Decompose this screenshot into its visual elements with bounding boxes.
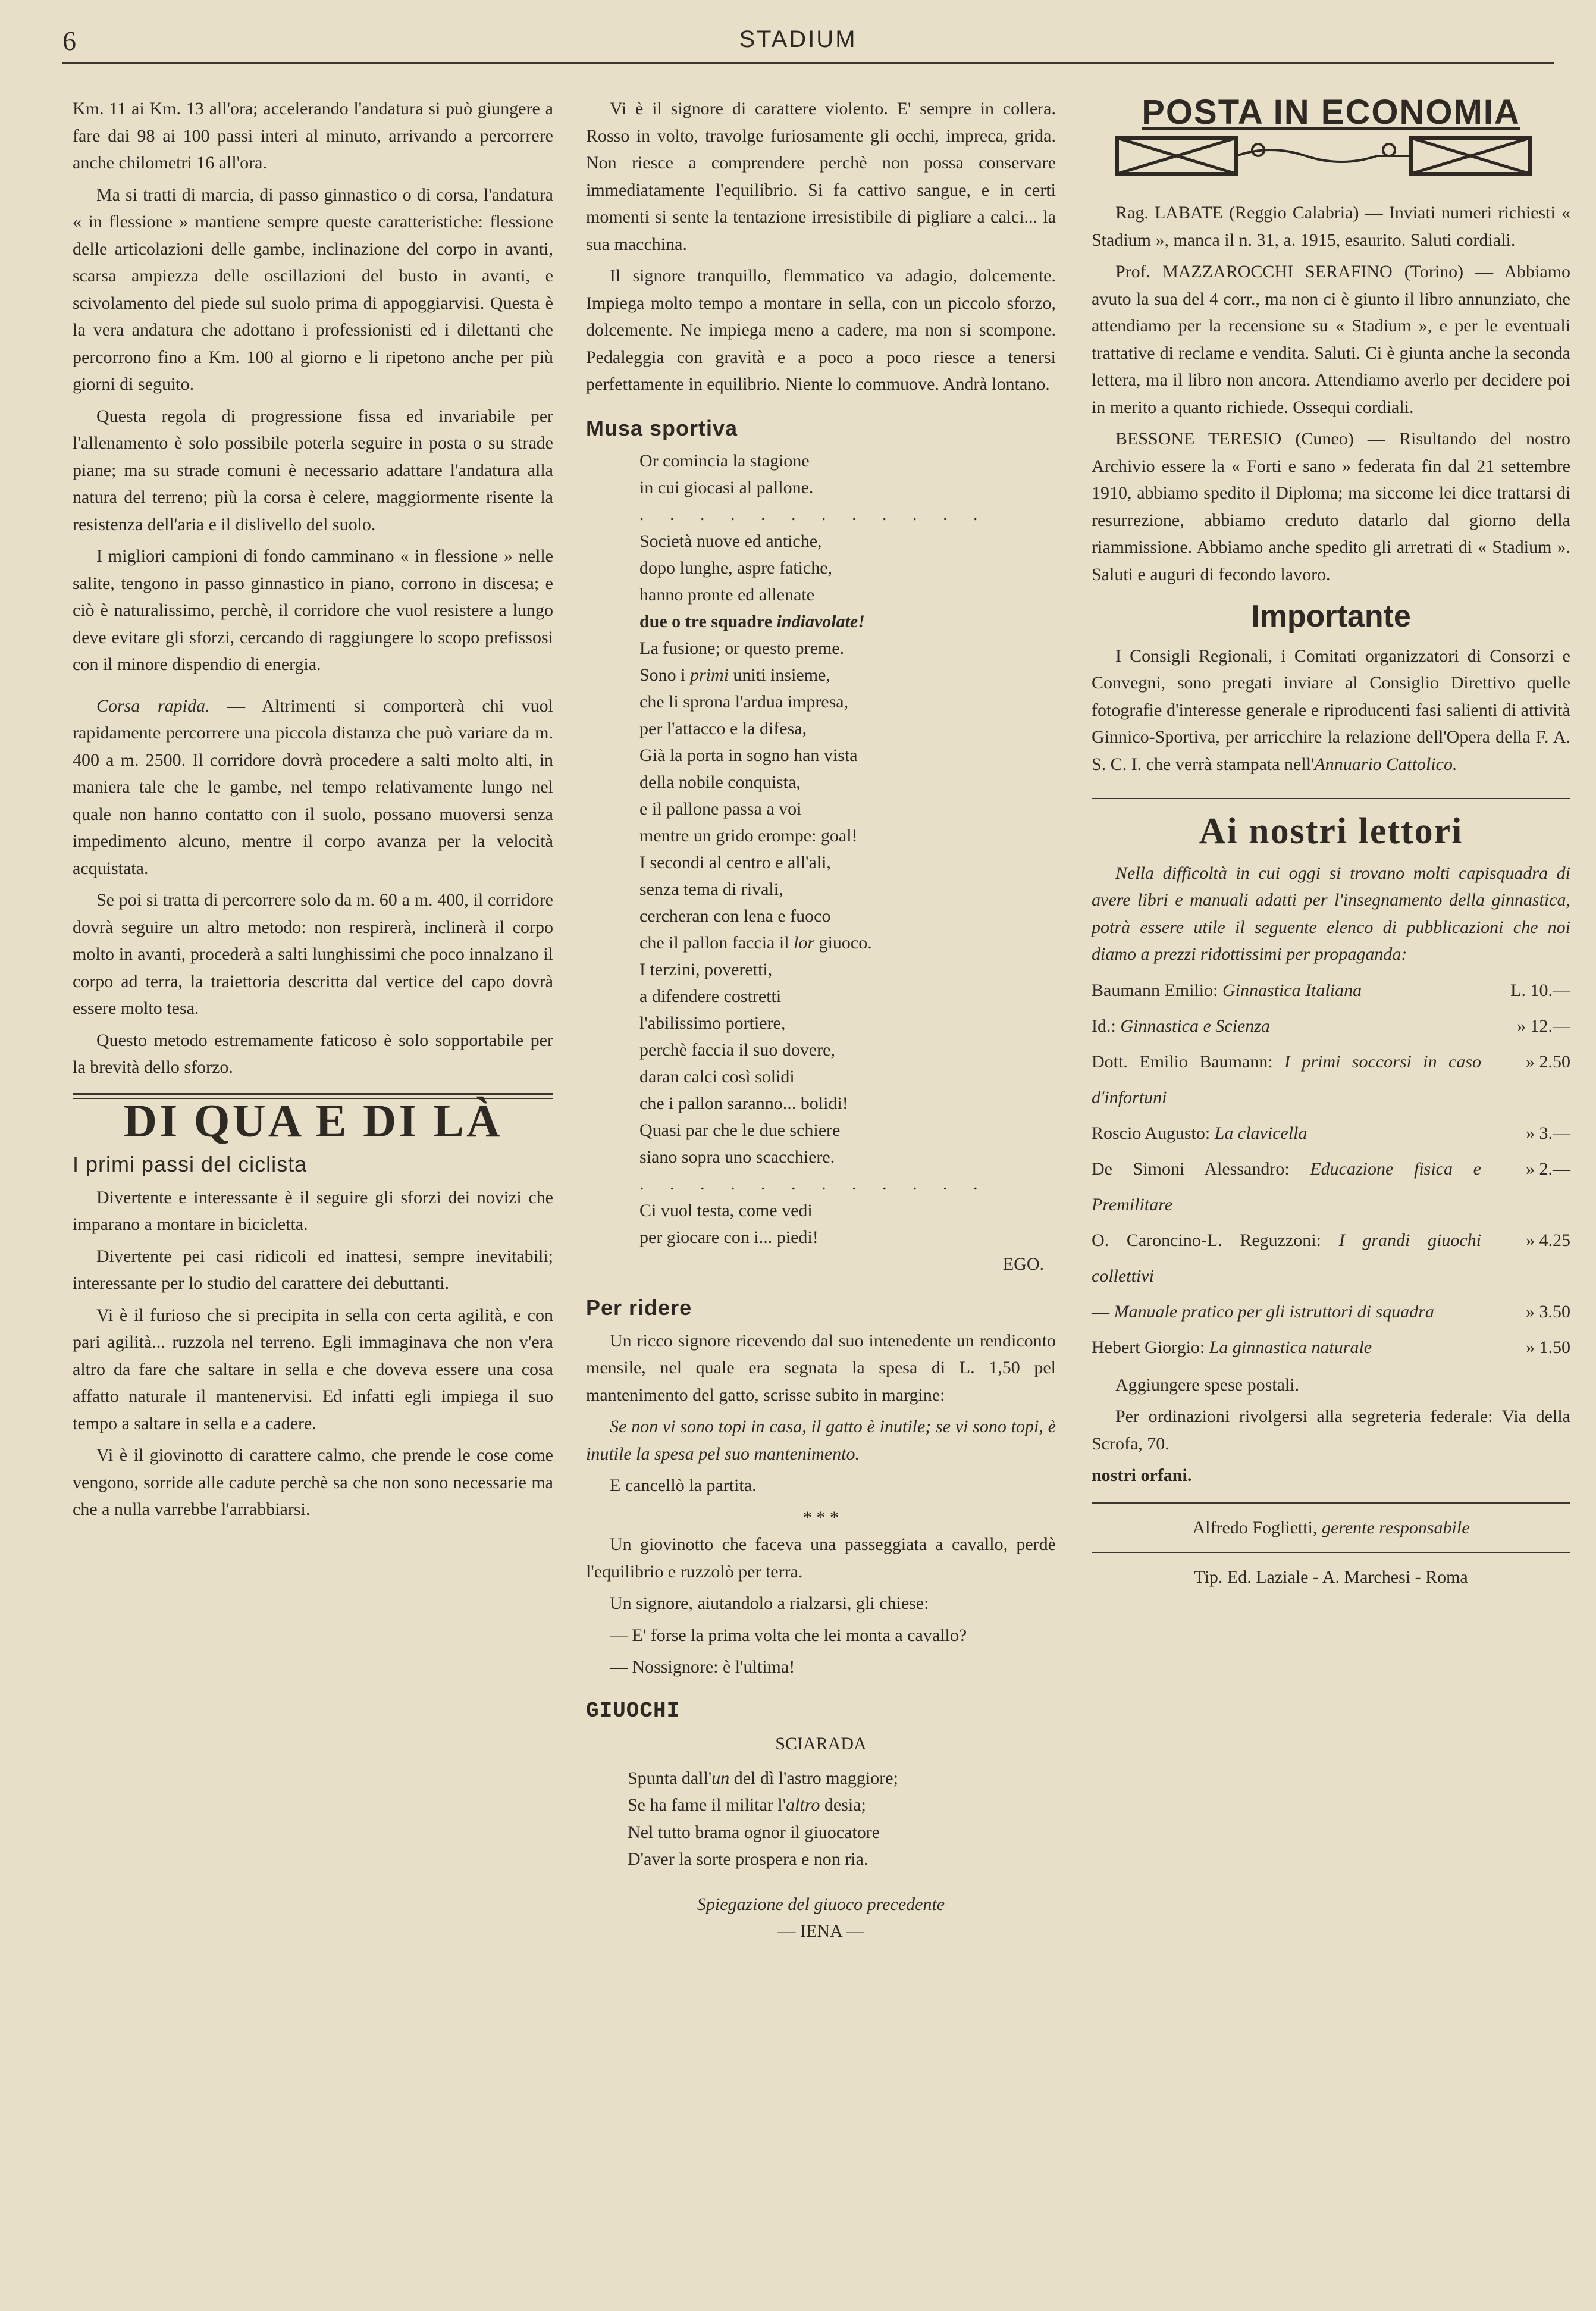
book-price: » 12.— xyxy=(1517,1016,1570,1036)
poem-line xyxy=(639,608,1056,635)
book-title: Manuale pratico per gli istruttori di squadra xyxy=(1114,1301,1434,1322)
correspondent-name: Rag. LABATE (Reggio Calabria) xyxy=(1115,203,1359,223)
poem-bold-italic: indiavolate! xyxy=(776,612,865,631)
paragraph-italic: Annuario Cattolico. xyxy=(1314,754,1457,774)
puzzle-italic: altro xyxy=(786,1795,820,1815)
book-price: » 1.50 xyxy=(1526,1337,1570,1357)
puzzle-line: Nel tutto brama ognor il giuocatore xyxy=(628,1822,880,1842)
poem-line: senza tema di rivali, xyxy=(639,879,783,899)
gerente-name: Alfredo Foglietti, xyxy=(1192,1517,1322,1537)
poem-line: Società nuove ed antiche, xyxy=(639,531,822,551)
paragraph: — Nossignore: è l'ultima! xyxy=(610,1657,795,1677)
puzzle-title: SCIARADA xyxy=(775,1734,867,1753)
poem-line: in cui giocasi al pallone. xyxy=(639,478,814,497)
section-title: DI QUA E DI LÀ xyxy=(123,1094,503,1147)
column-1 xyxy=(73,95,553,1528)
paragraph-text: — Risultando del nostro Archivio essere la « Forti e sano » federata fin dal 21 settembre 1910, abbiamo spedito il Diploma; ma siccome lei dice trattarsi di resurrezione, abbiamo creduto datarlo dal giorno della riammissione. Abbiamo anche spedito gli arretrati di « Stadium ». Saluti e auguri di fecondo lavoro. xyxy=(1092,429,1570,584)
poem-line: Or comincia la stagione xyxy=(639,451,810,471)
poem-line: per l'attacco e la difesa, xyxy=(639,719,807,738)
paragraph: Questo metodo estremamente faticoso è solo sopportabile per la brevità dello sforzo. xyxy=(73,1030,553,1077)
poem-line: l'abilissimo portiere, xyxy=(639,1013,786,1033)
book-author: — xyxy=(1092,1301,1114,1322)
poem-signature: EGO. xyxy=(1002,1254,1044,1274)
run-in-heading: Corsa rapida. xyxy=(96,696,210,716)
printer-line: Tip. Ed. Laziale - A. Marchesi - Roma xyxy=(1194,1567,1468,1587)
poem xyxy=(586,447,1056,1277)
book-title: I primi soccorsi in caso d'infortuni xyxy=(1092,1051,1481,1107)
puzzle-line xyxy=(628,1792,1056,1819)
poem-line: che li sprona l'ardua impresa, xyxy=(639,692,849,712)
paragraph: — E' forse la prima volta che lei monta a cavallo? xyxy=(610,1625,967,1645)
poem-text: giuoco. xyxy=(814,933,872,953)
poem-line: Già la porta in sogno han vista xyxy=(639,746,858,765)
section-title: POSTA IN ECONOMIA xyxy=(1142,93,1520,131)
book-author: Hebert Giorgio: xyxy=(1092,1337,1209,1357)
book-row xyxy=(1092,1294,1570,1330)
paragraph: Vi è il furioso che si precipita in sella con certa agilità, e con pari agilità... ruzzola nel terreno. Egli immaginava che non v'era altro da fare che saltare in sella e che doveva essere una cosa affatto naturale il mantenervisi. Ed infatti egli impiega il suo tempo a saltare in sella e a cadere. xyxy=(73,1305,553,1433)
solution-label: Spiegazione del giuoco precedente xyxy=(697,1894,945,1914)
paragraph: Divertente pei casi ridicoli ed inattesi, sempre inevitabili; interessante per lo studio del carattere dei debuttanti. xyxy=(73,1246,553,1293)
poem-line: mentre un grido erompe: goal! xyxy=(639,826,858,846)
solution: — IENA — xyxy=(777,1921,864,1941)
poem-line: dopo lunghe, aspre fatiche, xyxy=(639,558,833,578)
article-title: GIUOCHI xyxy=(586,1698,681,1723)
paragraph-text: — Inviati numeri richiesti « Stadium », manca il n. 31, a. 1915, esaurito. Saluti cordiali. xyxy=(1092,203,1570,250)
paragraph: Questa regola di progressione fissa ed invariabile per l'allenamento è solo possibile poterla seguire in posta o su strade piane; ma su strade comuni è necessario adattare l'andatura alla natura del terreno; più la corsa è celere, maggiormente risente la resistenza dell'aria e il dislivello del suolo. xyxy=(73,406,553,534)
book-title: I grandi giuochi collettivi xyxy=(1092,1230,1481,1286)
header-rule xyxy=(62,62,1554,64)
book-row xyxy=(1092,1151,1570,1223)
poem-line: I terzini, poveretti, xyxy=(639,960,773,979)
puzzle-text-run: Se ha fame il militar l' xyxy=(628,1795,786,1815)
paragraph: Aggiungere spese postali. xyxy=(1115,1374,1300,1395)
poem-line: della nobile conquista, xyxy=(639,772,801,792)
paragraph: Un ricco signore ricevendo dal suo intenedente un rendiconto mensile, nel quale era segnata la spesa di L. 1,50 pel mantenimento del gatto, scrisse subito in margine: xyxy=(586,1330,1056,1405)
paragraph xyxy=(1092,199,1570,253)
poem-line: siano sopra uno scacchiere. xyxy=(639,1147,835,1167)
poem-line: I secondi al centro e all'ali, xyxy=(639,853,831,872)
book-row xyxy=(1092,973,1570,1009)
paragraph xyxy=(73,693,553,882)
poem-line xyxy=(639,662,1056,688)
section-title: Importante xyxy=(1251,599,1411,634)
book-title: La clavicella xyxy=(1214,1123,1307,1143)
paragraph: Se poi si tratta di percorrere solo da m. 60 a m. 400, il corridore dovrà seguire un altro metodo: non respirerà, inclinerà il corpo molto in avanti, procederà a salti lunghissimi che poco innalzano il corpo ad terra, la traiettoria descritta dal vertice del capo dovrà essere molto tesa. xyxy=(73,890,553,1018)
book-list xyxy=(1092,973,1570,1366)
poem-line: perchè faccia il suo dovere, xyxy=(639,1040,835,1060)
paragraph: Un signore, aiutandolo a rialzarsi, gli chiese: xyxy=(610,1593,929,1613)
paragraph: Nella difficoltà in cui oggi si trovano molti capisquadra di avere libri e manuali adatti per l'insegnamento della ginnastica, potrà essere utile il seguente elenco di pubblicazioni che noi diamo a prezzi ridottissimi per propaganda: xyxy=(1092,863,1570,964)
correspondent-name: Prof. MAZZAROCCHI SERAFINO (Torino) xyxy=(1115,262,1464,281)
page-number: 6 xyxy=(62,26,76,56)
book-row xyxy=(1092,1044,1570,1116)
paragraph: Se non vi sono topi in casa, il gatto è inutile; se vi sono topi, è inutile la spesa pel suo mantenimento. xyxy=(586,1417,1056,1464)
book-title: Educazione fisica e Premilitare xyxy=(1092,1158,1481,1214)
book-price: » 3.— xyxy=(1526,1123,1570,1143)
poem-line: che i pallon saranno... bolidi! xyxy=(639,1094,848,1113)
book-row xyxy=(1092,1116,1570,1151)
paragraph: nostri orfani. xyxy=(1092,1465,1192,1485)
book-title: Ginnastica Italiana xyxy=(1222,980,1362,1000)
paragraph: Il signore tranquillo, flemmatico va adagio, dolcemente. Impiega molto tempo a montare in sella, con un piccolo sforzo, dolcemente. Ne impiega meno a cadere, ma non si scompone. Pedaleggia con gravità e a poco a poco riesce a tenersi perfettamente in equilibrio. Niente lo commuove. Andrà lontano. xyxy=(586,266,1056,394)
book-price: » 2.50 xyxy=(1526,1051,1570,1072)
poem-line: a difendere costretti xyxy=(639,987,782,1006)
puzzle-italic: un xyxy=(711,1768,730,1788)
paragraph: Divertente e interessante è il seguire gli sforzi dei novizi che imparano a montare in bicicletta. xyxy=(73,1187,553,1234)
puzzle-line: D'aver la sorte prospera e non ria. xyxy=(628,1849,868,1869)
paragraph-text: I Consigli Regionali, i Comitati organizzatori di Consorzi e Convegni, sono pregati inviare al Consiglio Direttivo quelle fotografie d'interesse generale e riproducenti fasi salienti di attività Ginnico-Sportiva, per arricchire la relazione dell'Opera della F. A. S. C. I. che verrà stampata nell' xyxy=(1092,646,1570,774)
puzzle-line xyxy=(628,1765,1056,1792)
paragraph: Vi è il giovinotto di carattere calmo, che prende le cose come vengono, sorride alle cadute perchè sa che non sono necessarie ma che a nulla varrebbe l'arrabbiarsi. xyxy=(73,1445,553,1519)
poem-line: Quasi par che le due schiere xyxy=(639,1120,841,1140)
article-title: Per ridere xyxy=(586,1295,692,1320)
poem-bold: due o tre squadre xyxy=(639,612,777,631)
book-author: Roscio Augusto: xyxy=(1092,1123,1215,1143)
book-author: De Simoni Alessandro: xyxy=(1092,1158,1310,1179)
poem-text: Sono i xyxy=(639,665,691,685)
column-2 xyxy=(586,95,1056,1945)
paragraph-text: — Abbiamo avuto la sua del 4 corr., ma non ci è giunto il libro annunziato, che attendiamo per la recensione su « Stadium », e per le eventuali trattative di reclame e vendita. Saluti. Ci è giunta anche la seconda lettera, ma il libro non ancora. Attendiamo averlo per decidere poi in merito a quanto richiede. Ossequi cordiali. xyxy=(1092,262,1570,417)
gerente-role: gerente responsabile xyxy=(1321,1517,1470,1537)
puzzle-text xyxy=(586,1765,1056,1873)
article-title: Musa sportiva xyxy=(586,415,738,440)
book-row xyxy=(1092,1009,1570,1044)
paragraph-text: — Altrimenti si comporterà chi vuol rapidamente percorrere una piccola distanza che può variare da m. 400 a m. 2500. Il corridore dovrà procedere a salti molto alti, in maniera tale che le gambe, nel tempo relativamente lungo nel quale non hanno contatto con il suolo, possano muoversi senza impedimento alcuno, mentre il corpo avanza per la velocità acquistata. xyxy=(73,696,554,878)
section-rule xyxy=(1092,798,1570,799)
poem-line: per giocare con i... piedi! xyxy=(639,1227,819,1247)
poem-line: hanno pronte ed allenate xyxy=(639,585,815,605)
poem-text: che il pallon faccia il xyxy=(639,933,794,953)
book-row xyxy=(1092,1223,1570,1294)
paragraph: Vi è il signore di carattere violento. E' sempre in collera. Rosso in volto, travolge furiosamente gli occhi, impreca, grida. Non riesce a comprendere perchè non possa conservare immediatamente l'equilibrio. Si fa cattivo sangue, e in certi momenti si sente la tentazione irresistibile di pigliare a calci... la sua macchina. xyxy=(586,99,1056,254)
poem-line: e il pallone passa a voi xyxy=(639,799,802,819)
book-price: » 4.25 xyxy=(1526,1230,1570,1250)
book-price: » 2.— xyxy=(1526,1158,1570,1179)
correspondent-name: BESSONE TERESIO (Cuneo) xyxy=(1115,429,1354,449)
poem-text: uniti insieme, xyxy=(729,665,830,685)
paragraph: Km. 11 ai Km. 13 all'ora; accelerando l'andatura si può giungere a fare dai 98 ai 100 passi interi al minuto, arrivando a percorrere anche chilometri 16 all'ora. xyxy=(73,99,553,173)
ornament xyxy=(1115,132,1570,188)
footer-rule xyxy=(1092,1502,1570,1504)
page-header-title: STADIUM xyxy=(739,26,857,52)
poem-line: Ci vuol testa, come vedi xyxy=(639,1201,813,1220)
puzzle-text-run: desia; xyxy=(820,1795,866,1815)
puzzle-text-run: del dì l'astro maggiore; xyxy=(729,1768,898,1788)
paragraph: Per ordinazioni rivolgersi alla segreteria federale: Via della Scrofa, 70. xyxy=(1092,1407,1570,1454)
poem-line: La fusione; or questo preme. xyxy=(639,638,845,658)
paragraph xyxy=(1092,425,1570,588)
column-3 xyxy=(1092,95,1570,1591)
poem-line: cercheran con lena e fuoco xyxy=(639,906,831,926)
book-price: L. 10.— xyxy=(1510,980,1570,1000)
poem-line xyxy=(639,929,1056,956)
book-author: Dott. Emilio Baumann: xyxy=(1092,1051,1285,1072)
book-row xyxy=(1092,1330,1570,1366)
footer-rule xyxy=(1092,1552,1570,1553)
article-title: I primi passi del ciclista xyxy=(73,1152,308,1176)
paragraph: Ma si tratti di marcia, di passo ginnastico o di corsa, l'andatura « in flessione » mantiene sempre queste caratteristiche: flessione delle articolazioni delle gambe, inclinazione del corpo in avanti, scarsa ampiezza delle oscillazioni del busto in avanti, e scivolamento del piede sul suolo prima di appoggiarvisi. Questa è la vera andatura che adottano i professionisti ed i dilettanti che percorrono fino a Km. 100 al giorno e li ripetono anche per più giorni di seguito. xyxy=(73,184,553,394)
book-price: » 3.50 xyxy=(1526,1301,1570,1322)
paragraph xyxy=(1092,258,1570,421)
gerente-line xyxy=(1092,1514,1570,1542)
poem-separator: . . . . . . . . . . . . xyxy=(639,505,989,524)
poem-italic: primi xyxy=(690,665,729,685)
puzzle-text-run: Spunta dall' xyxy=(628,1768,712,1788)
poem-separator: . . . . . . . . . . . . xyxy=(639,1174,989,1194)
book-title: Ginnastica e Scienza xyxy=(1120,1016,1270,1036)
paragraph: Un giovinotto che faceva una passeggiata a cavallo, perdè l'equilibrio e ruzzolò per terra. xyxy=(586,1535,1056,1582)
poem-italic: lor xyxy=(794,933,815,953)
book-author: Baumann Emilio: xyxy=(1092,980,1222,1000)
book-author: O. Caroncino-L. Reguzzoni: xyxy=(1092,1230,1339,1250)
book-author: Id.: xyxy=(1092,1016,1121,1036)
paragraph: I migliori campioni di fondo camminano « in flessione » nelle salite, tengono in passo ginnastico in piano, corrono in discesa; e ciò è naturalissimo, perchè, il corridore che vuol resistere a lungo deve evitare gli sforzi, cercando di raggiungere lo scopo prefissosi con il minore dispendio di energia. xyxy=(73,546,553,674)
paragraph xyxy=(1092,643,1570,778)
paragraph: E cancellò la partita. xyxy=(610,1476,757,1495)
section-title: Ai nostri lettori xyxy=(1199,811,1463,851)
poem-line: daran calci così solidi xyxy=(639,1067,795,1086)
book-title: La ginnastica naturale xyxy=(1209,1337,1372,1357)
stars-separator: * * * xyxy=(803,1507,839,1527)
